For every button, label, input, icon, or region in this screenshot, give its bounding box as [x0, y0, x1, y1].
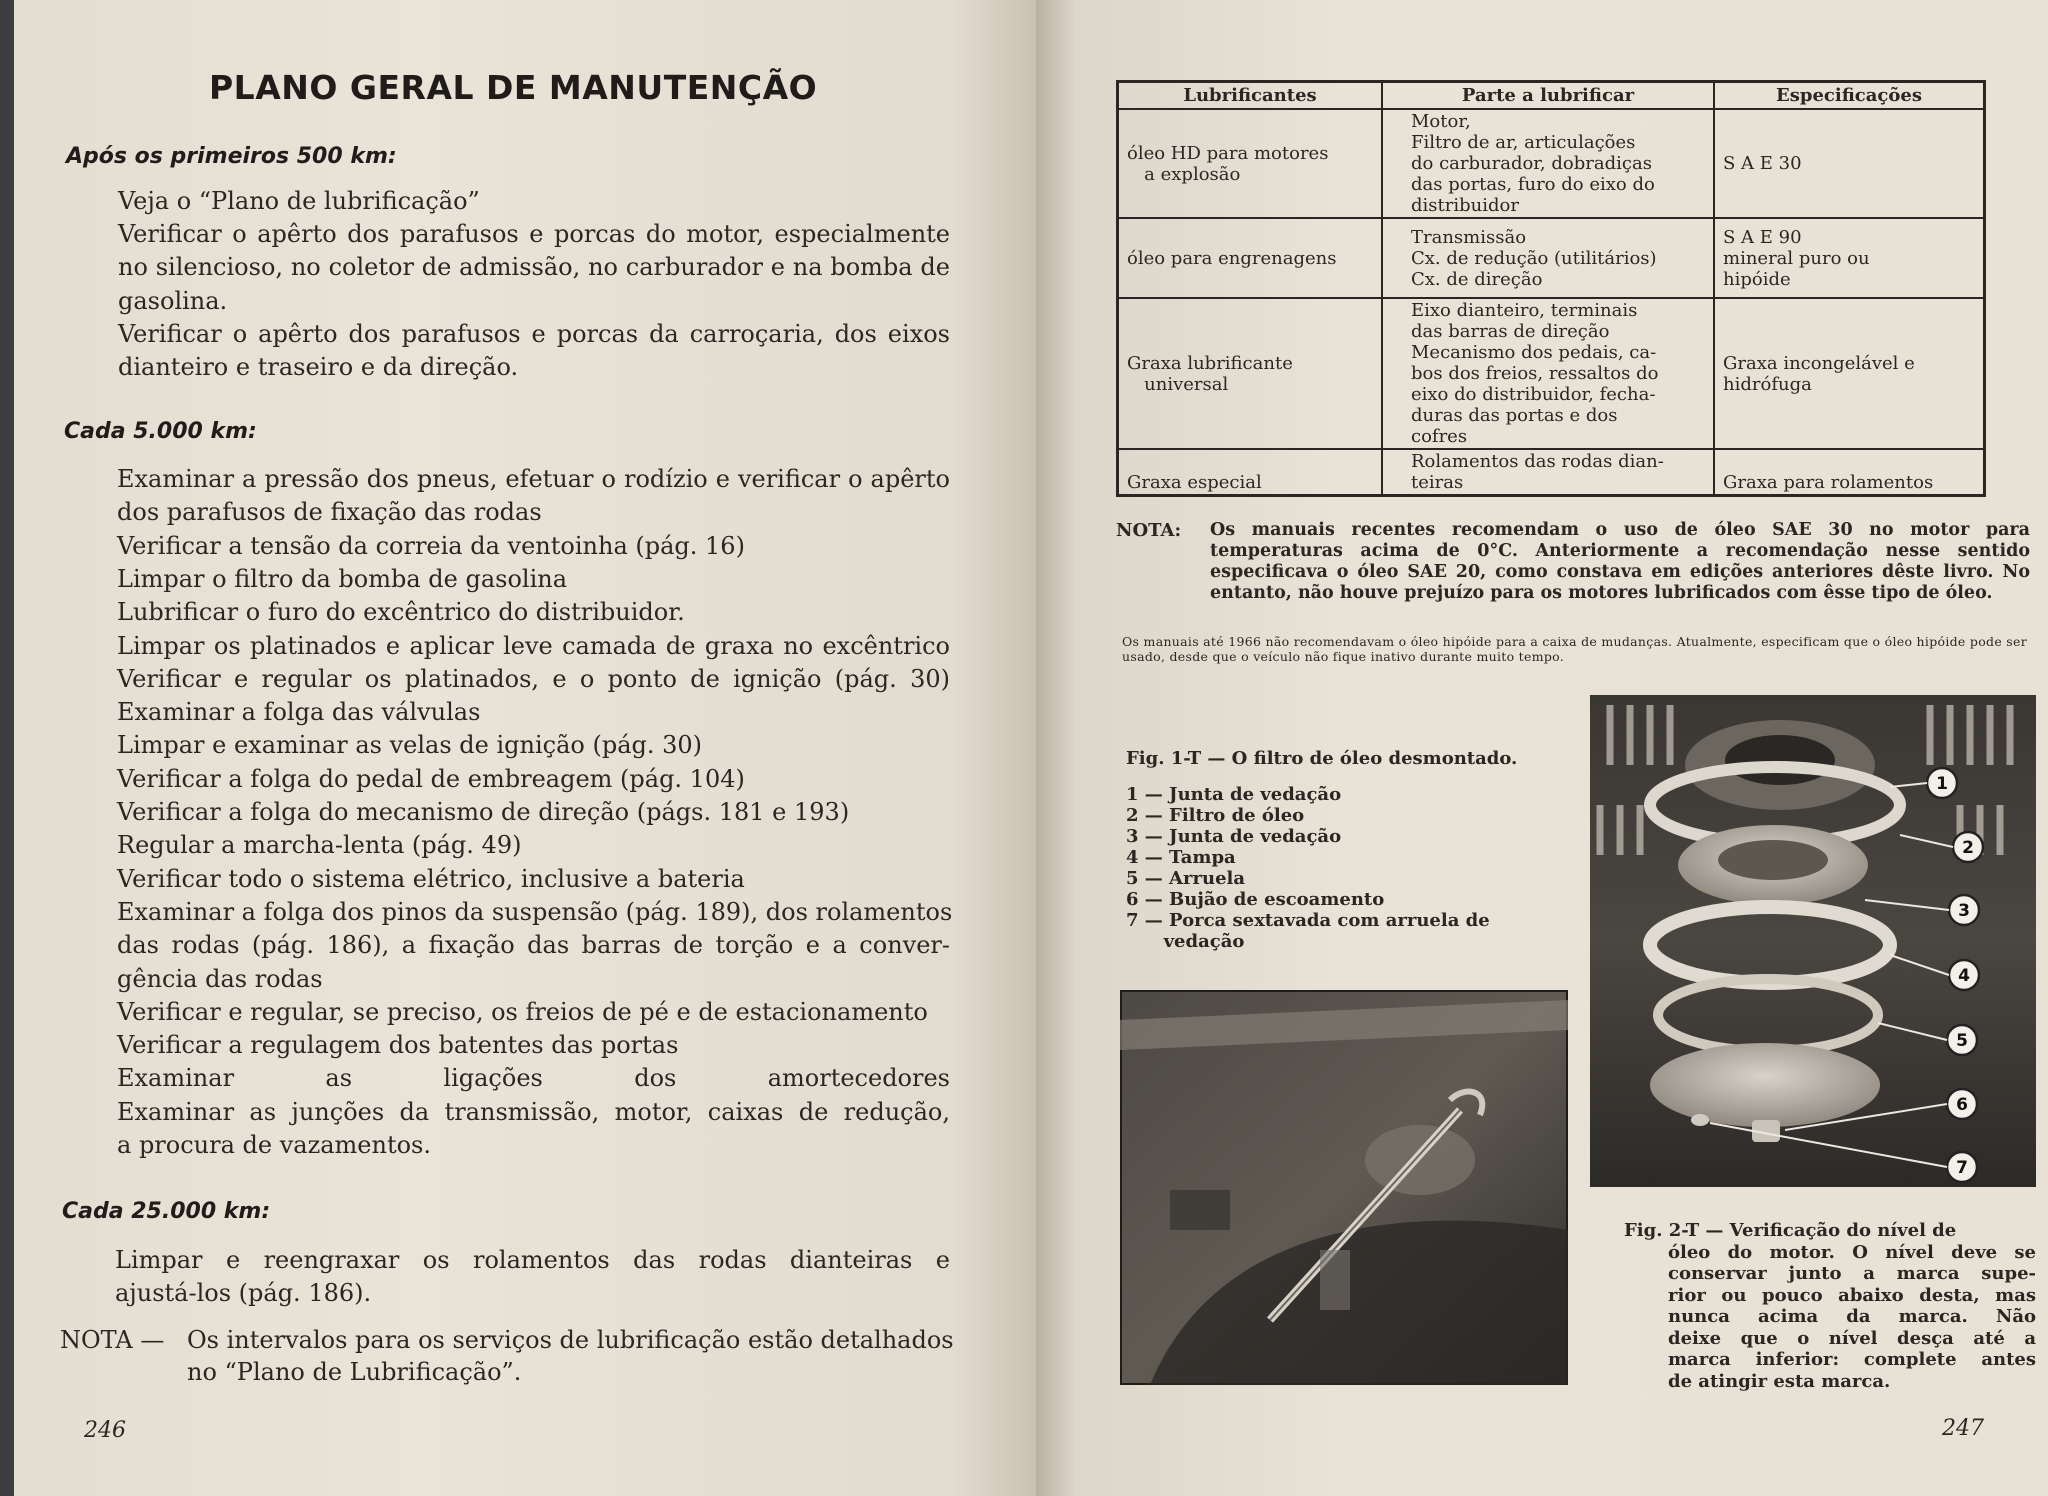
section-heading-500km: Após os primeiros 500 km:: [66, 144, 397, 169]
cell-line: do carburador, dobradiças: [1411, 153, 1652, 174]
callout-2: 2: [1962, 838, 1974, 858]
cell-line: Graxa para rolamentos: [1723, 472, 1934, 493]
callout-1: 1: [1936, 774, 1948, 794]
nota-label: NOTA:: [1116, 520, 1182, 541]
cell-line: a explosão: [1127, 163, 1241, 185]
table-header: Parte a lubrificar: [1382, 82, 1714, 110]
body-line: Verificar e regular, se preciso, os freios de pé e de estacionamento: [117, 997, 928, 1026]
table-cell: [1382, 298, 1714, 449]
body-line: ajustá-los (pág. 186).: [115, 1279, 372, 1307]
cell-line: mineral puro ou: [1723, 247, 1870, 269]
table-row: [1118, 298, 1985, 449]
cell-line: hipóide: [1723, 268, 1791, 290]
page-number: 247: [1942, 1416, 1984, 1441]
table-header-row: [1118, 82, 1985, 110]
fig2-photo: [1120, 990, 1568, 1385]
cell-line: Cx. de direção: [1411, 268, 1543, 290]
legend-item: 1 — Junta de vedação: [1126, 784, 1342, 805]
lubrication-table: [1116, 80, 1986, 497]
right-page: [1036, 0, 2048, 1496]
table-cell: [1714, 298, 1985, 449]
section-heading-25000km: Cada 25.000 km:: [62, 1199, 271, 1224]
body-line: Limpar os platinados e aplicar leve camada de graxa no excêntrico: [117, 631, 950, 660]
fig1-caption: Fig. 1-T — O filtro de óleo desmontado.: [1126, 748, 1518, 769]
body-line: Verificar a folga do mecanismo de direção (págs. 181 e 193): [117, 798, 850, 826]
body-line: a procura de vazamentos.: [117, 1131, 432, 1159]
page-title: PLANO GERAL DE MANUTENÇÃO: [209, 68, 818, 107]
nota-label: NOTA —: [60, 1326, 165, 1354]
fig1-photo: [1590, 695, 2036, 1187]
cell-line: eixo do distribuidor, fecha-: [1411, 384, 1656, 405]
table-cell: [1382, 109, 1714, 218]
body-line: dianteiro e traseiro e da direção.: [118, 353, 519, 381]
body-line: Examinar as ligações dos amortecedores: [117, 1064, 950, 1093]
cell-line: Mecanismo dos pedais, ca-: [1411, 342, 1657, 363]
table-cell: [1118, 109, 1383, 218]
cell-line: Graxa lubrificante: [1127, 352, 1293, 374]
legend-item: 6 — Bujão de escoamento: [1126, 889, 1385, 910]
cell-line: cofres: [1411, 426, 1468, 447]
body-line: Veja o “Plano de lubrificação”: [118, 187, 480, 215]
body-line: Limpar e reengraxar os rolamentos das rodas dianteiras e: [115, 1246, 950, 1274]
callout-4: 4: [1958, 966, 1970, 986]
body-line: Lubrificar o furo do excêntrico do distribuidor.: [117, 598, 685, 627]
nota-text: Os manuais recentes recomendam o uso de óleo SAE 30 no motor para temperaturas acima de 0°C. Anteriormente a recomendação nesse sentido especificava o óleo SAE 20, como constava em edições anteriores dêste livro. No entanto, não houve prejuízo para os motores lubrificados com êsse tipo de óleo.: [1210, 520, 2030, 603]
table-cell: [1382, 218, 1714, 298]
cell-line: S A E 90: [1723, 226, 1802, 248]
cell-line: Filtro de ar, articulações: [1411, 132, 1636, 153]
body-line: dos parafusos de fixação das rodas: [117, 498, 542, 527]
body-line: Examinar a folga das válvulas: [117, 698, 481, 727]
table-cell: [1714, 218, 1985, 298]
cell-line: das portas, furo do eixo do: [1411, 174, 1655, 195]
table-header: Especificações: [1714, 82, 1985, 110]
legend-item: 4 — Tampa: [1126, 847, 1236, 868]
book-edge: [0, 0, 14, 1496]
fig2-caption-line: conservar junto a marca supe-: [1668, 1263, 2036, 1284]
fig2-caption-line: deixe que o nível desça até a: [1668, 1327, 2036, 1349]
fig2-caption-line: marca inferior: complete antes: [1668, 1349, 2036, 1370]
body-line: no silencioso, no coletor de admissão, no carburador e na bomba de: [118, 253, 950, 282]
cell-line: distribuidor: [1411, 195, 1519, 216]
callout-5: 5: [1956, 1031, 1968, 1051]
callout-7: 7: [1956, 1158, 1968, 1178]
page-number: 246: [84, 1418, 126, 1443]
fig2-caption-line: nunca acima da marca. Não: [1668, 1306, 2036, 1327]
nota-line: Os intervalos para os serviços de lubrificação estão detalhados: [187, 1326, 954, 1354]
body-line: Verificar o apêrto dos parafusos e porcas da carroçaria, dos eixos: [118, 319, 950, 348]
cell-line: Graxa especial: [1127, 472, 1262, 493]
fig2-caption-line: óleo do motor. O nível deve se: [1668, 1241, 2036, 1263]
body-line: Verificar o apêrto dos parafusos e porcas do motor, especialmente: [118, 220, 950, 249]
cell-line: Motor,: [1411, 111, 1471, 132]
body-line: gasolina.: [118, 286, 228, 315]
table-cell: [1118, 298, 1383, 449]
body-line: Verificar todo o sistema elétrico, inclusive a bateria: [117, 864, 745, 893]
body-line: Verificar e regular os platinados, e o ponto de ignição (pág. 30): [117, 664, 950, 693]
body-line: Examinar a pressão dos pneus, efetuar o rodízio e verificar o apêrto: [117, 465, 950, 493]
callout-6: 6: [1956, 1095, 1968, 1115]
table-cell: [1118, 449, 1383, 496]
fig2-caption-line: rior ou pouco abaixo desta, mas: [1668, 1284, 2036, 1306]
table-cell: [1382, 449, 1714, 496]
body-line: Verificar a tensão da correia da ventoinha (pág. 16): [117, 531, 745, 560]
cell-line: hidrófuga: [1723, 373, 1812, 395]
cell-line: S A E 30: [1723, 153, 1802, 174]
table-row: [1118, 218, 1985, 298]
legend-item: vedação: [1126, 931, 1245, 952]
cell-line: óleo para engrenagens: [1127, 247, 1337, 269]
cell-line: Cx. de redução (utilitários): [1411, 247, 1657, 269]
small-note: Os manuais até 1966 não recomendavam o óleo hipóide para a caixa de mudanças. Atualmente, especificam que o óleo hipóide pode ser usado, desde que o veículo não fique inativo durante muito tempo.: [1122, 634, 2027, 664]
body-line: Limpar o filtro da bomba de gasolina: [117, 564, 568, 593]
cell-line: bos dos freios, ressaltos do: [1411, 363, 1659, 384]
body-line: Examinar a folga dos pinos da suspensão (pág. 189), dos rolamentos: [117, 897, 953, 926]
body-line: Verificar a folga do pedal de embreagem (pág. 104): [117, 764, 745, 793]
cell-line: duras das portas e dos: [1411, 405, 1618, 426]
cell-line: das barras de direção: [1411, 321, 1610, 342]
cell-line: Eixo dianteiro, terminais: [1411, 300, 1638, 321]
fig2-caption-line: de atingir esta marca.: [1668, 1370, 1891, 1392]
legend-item: 2 — Filtro de óleo: [1126, 805, 1305, 826]
table-cell: [1714, 109, 1985, 218]
legend-item: 7 — Porca sextavada com arruela de: [1126, 910, 1490, 931]
body-line: gência das rodas: [117, 964, 323, 993]
fig2-caption-line: Fig. 2-T — Verificação do nível de: [1624, 1220, 1957, 1241]
section-heading-5000km: Cada 5.000 km:: [64, 419, 257, 444]
nota-line: no “Plano de Lubrificação”.: [187, 1358, 522, 1386]
cell-line: Graxa incongelável e: [1723, 352, 1915, 374]
cell-line: Rolamentos das rodas dian-: [1411, 451, 1664, 472]
body-line: Verificar a regulagem dos batentes das portas: [117, 1031, 679, 1060]
table-cell: [1118, 218, 1383, 298]
table-row: [1118, 109, 1985, 218]
legend-item: 5 — Arruela: [1126, 868, 1246, 889]
cell-line: Transmissão: [1411, 226, 1527, 248]
table-header: Lubrificantes: [1118, 82, 1383, 110]
table-cell: [1714, 449, 1985, 496]
cell-line: teiras: [1411, 472, 1464, 493]
legend-item: 3 — Junta de vedação: [1126, 826, 1342, 847]
left-page: [14, 0, 1036, 1496]
body-line: Examinar as junções da transmissão, motor, caixas de redução,: [117, 1097, 950, 1126]
table-row: [1118, 449, 1985, 496]
body-line: das rodas (pág. 186), a fixação das barras de torção e a conver-: [117, 931, 950, 960]
body-line: Regular a marcha-lenta (pág. 49): [117, 831, 522, 860]
cell-line: universal: [1127, 373, 1229, 395]
body-line: Limpar e examinar as velas de ignição (pág. 30): [117, 731, 703, 760]
callout-3: 3: [1958, 901, 1970, 921]
cell-line: óleo HD para motores: [1127, 142, 1329, 164]
